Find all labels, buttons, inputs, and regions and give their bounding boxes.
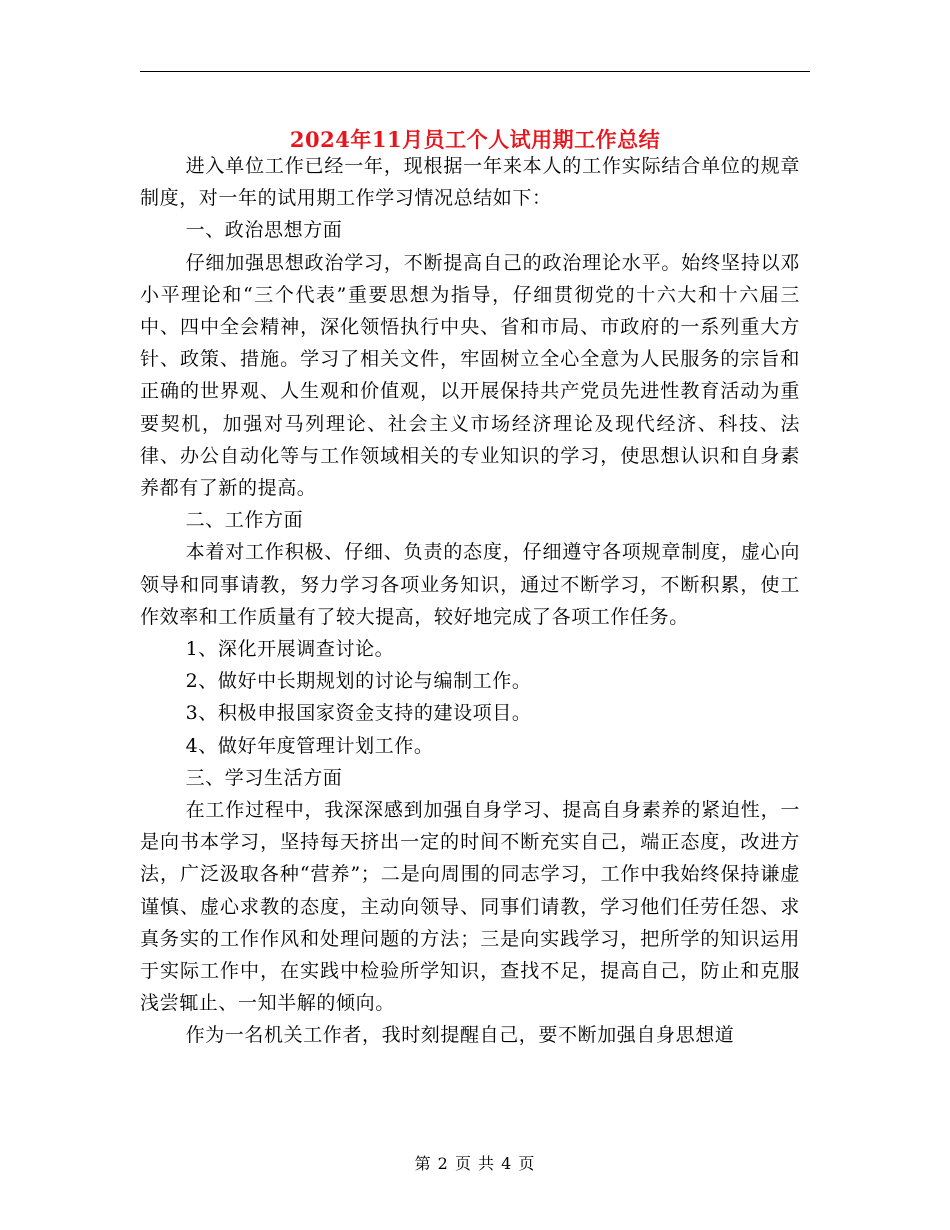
list-item-3: 3、积极申报国家资金支持的建设项目。 [185,702,532,725]
paragraph-political: 仔细加强思想政治学习，不断提高自己的政治理论水平。始终坚持以邓小平理论和“三个代表”重要思想为指导，仔细贯彻党的十六大和十六届三中、四中全会精神，深化领悟执行中央、省和市局、市政府的一系列重大方针、政策、措施。学习了相关文件，牢固树立全心全意为人民服务的宗旨和正确的世界观、人生观和价值观，以开展保持共产党员先进性教育活动为重要契机，加强对马列理论、社会主义市场经济理论及现代经济、科技、法律、办公自动化等与工作领域相关的专业知识的学习，使思想认识和自身素养都有了新的提高。 [140,251,800,500]
paragraph-work: 本着对工作积极、仔细、负责的态度，仔细遵守各项规章制度，虚心向领导和同事请教，努力学习各项业务知识，通过不断学习，不断积累，使工作效率和工作质量有了较大提高，较好地完成了各项工作任务。 [140,541,800,628]
document-body [140,150,800,1052]
list-item-4: 4、做好年度管理计划工作。 [185,734,434,757]
paragraph-closing: 作为一名机关工作者，我时刻提醒自己，要不断加强自身思想道 [185,1024,735,1047]
section-heading-political: 一、政治思想方面 [185,219,343,242]
list-item-1: 1、深化开展调查讨论。 [185,638,395,661]
page-number: 第 2 页 共 4 页 [414,1154,536,1173]
paragraph-intro: 进入单位工作已经一年，现根据一年来本人的工作实际结合单位的规章制度，对一年的试用期工作学习情况总结如下： [140,155,800,210]
list-item-2: 2、做好中长期规划的讨论与编制工作。 [185,670,532,693]
section-heading-work: 二、工作方面 [185,509,304,532]
document-title: 2024年11月员工个人试用期工作总结 [289,127,661,153]
paragraph-study: 在工作过程中，我深深感到加强自身学习、提高自身素养的紧迫性，一是向书本学习，坚持每天挤出一定的时间不断充实自己，端正态度，改进方法，广泛汲取各种“营养”；二是向周围的同志学习，工作中我始终保持谦虚谨慎、虚心求教的态度，主动向领导、同事们请教，学习他们任劳任怨、求真务实的工作作风和处理问题的方法；三是向实践学习，把所学的知识运用于实际工作中，在实践中检验所学知识，查找不足，提高自己，防止和克服浅尝辄止、一知半解的倾向。 [140,799,800,1015]
header-rule [140,71,810,72]
section-heading-study: 三、学习生活方面 [185,766,343,789]
